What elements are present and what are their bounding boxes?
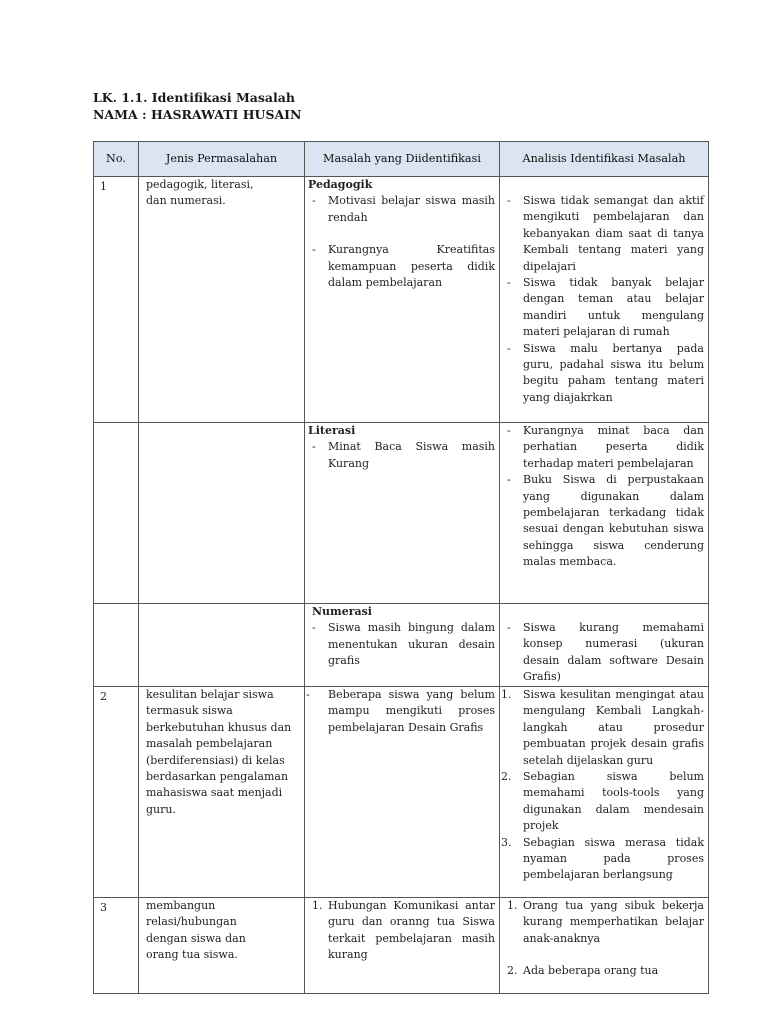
table-row (94, 898, 709, 994)
cell-analisis (500, 898, 709, 994)
list-item: - Minat Baca Siswa masih Kurang (312, 440, 495, 470)
author-name: NAMA : HASRAWATI HUSAIN (93, 107, 302, 122)
table-row (94, 423, 709, 604)
list-item: - Motivasi belajar siswa masih rendah (312, 194, 495, 224)
cell-no: 2 (94, 687, 139, 898)
problem-identification-table (93, 141, 709, 994)
cell-masalah (305, 604, 500, 687)
cell-no (94, 604, 139, 687)
cell-masalah (305, 898, 500, 994)
cell-masalah (305, 177, 500, 423)
table-row (94, 687, 709, 898)
cell-analisis (500, 423, 709, 604)
list-item: 3. Sebagian siswa merasa tidak nyaman pada proses pembelajaran berlangsung (501, 835, 704, 882)
cell-jenis: kesulitan belajar siswa termasuk siswa berkebutuhan khusus dan masalah pembelajaran (berdiferensiasi) di kelas berdasarkan pengalaman mahasiswa saat menjadi guru. (139, 687, 305, 898)
cell-no (94, 423, 139, 604)
list-item: - Beberapa siswa yang belum mampu mengikuti proses pembelajaran Desain Grafis (306, 688, 495, 734)
column-header-jenis: Jenis Permasalahan (139, 142, 305, 177)
subsection-title-literasi: Literasi (308, 424, 356, 437)
cell-masalah (305, 687, 500, 898)
cell-masalah (305, 423, 500, 604)
subsection-title-numerasi: Numerasi (312, 605, 372, 618)
cell-analisis (500, 177, 709, 423)
list-item: 1. Siswa kesulitan mengingat atau mengulang Kembali Langkah-langkah atau prosedur pembuatan projek desain grafis setelah dijelaskan guru (501, 688, 704, 767)
table-row (94, 177, 709, 423)
list-item: 1. Orang tua yang sibuk bekerja kurang memperhatikan belajar anak-anaknya (507, 899, 704, 945)
cell-analisis (500, 604, 709, 687)
table-row (94, 604, 709, 687)
cell-jenis: pedagogik, literasi, dan numerasi. (139, 177, 305, 423)
list-item: - Siswa masih bingung dalam menentukan ukuran desain grafis (312, 621, 495, 668)
list-item: - Kurangnya Kreatifitas kemampuan peserta didik dalam pembelajaran (312, 243, 495, 290)
list-item: 2. Ada beberapa orang tua (507, 964, 659, 978)
cell-no: 3 (94, 898, 139, 994)
column-header-no: No. (94, 142, 139, 177)
column-header-analisis: Analisis Identifikasi Masalah (500, 142, 709, 177)
cell-jenis (139, 604, 305, 687)
list-item: - Siswa tidak semangat dan aktif mengikuti pembelajaran dan kebanyakan diam saat di tanya Kembali tentang materi yang dipelajari (507, 194, 704, 273)
table-header-row (94, 142, 709, 177)
column-header-masalah: Masalah yang Diidentifikasi (305, 142, 500, 177)
cell-analisis (500, 687, 709, 898)
list-item: - Siswa kurang memahami konsep numerasi (ukuran desain dalam software Desain Grafis) (507, 621, 704, 684)
document-header (93, 89, 301, 123)
cell-no: 1 (94, 177, 139, 423)
list-item: - Buku Siswa di perpustakaan yang digunakan dalam pembelajaran terkadang tidak sesuai dengan kebutuhan siswa sehingga siswa cenderung malas membaca. (507, 473, 704, 569)
worksheet-title: LK. 1.1. Identifikasi Masalah (93, 90, 295, 105)
list-item: - Siswa tidak banyak belajar dengan teman atau belajar mandiri untuk mengulang materi pelajaran di rumah (507, 276, 704, 339)
list-item: - Siswa malu bertanya pada guru, padahal siswa itu belum begitu paham tentang materi yang diajakrkan (507, 341, 704, 404)
list-item: 2. Sebagian siswa belum memahami tools-tools yang digunakan dalam mendesain projek (501, 770, 704, 833)
cell-jenis (139, 423, 305, 604)
subsection-title-pedagogik: Pedagogik (308, 178, 373, 191)
list-item: 1. Hubungan Komunikasi antar guru dan oranng tua Siswa terkait pembelajaran masih kurang (312, 899, 495, 962)
list-item: - Kurangnya minat baca dan perhatian peserta didik terhadap materi pembelajaran (507, 424, 704, 470)
cell-jenis: membangun relasi/hubungan dengan siswa dan orang tua siswa. (139, 898, 305, 994)
